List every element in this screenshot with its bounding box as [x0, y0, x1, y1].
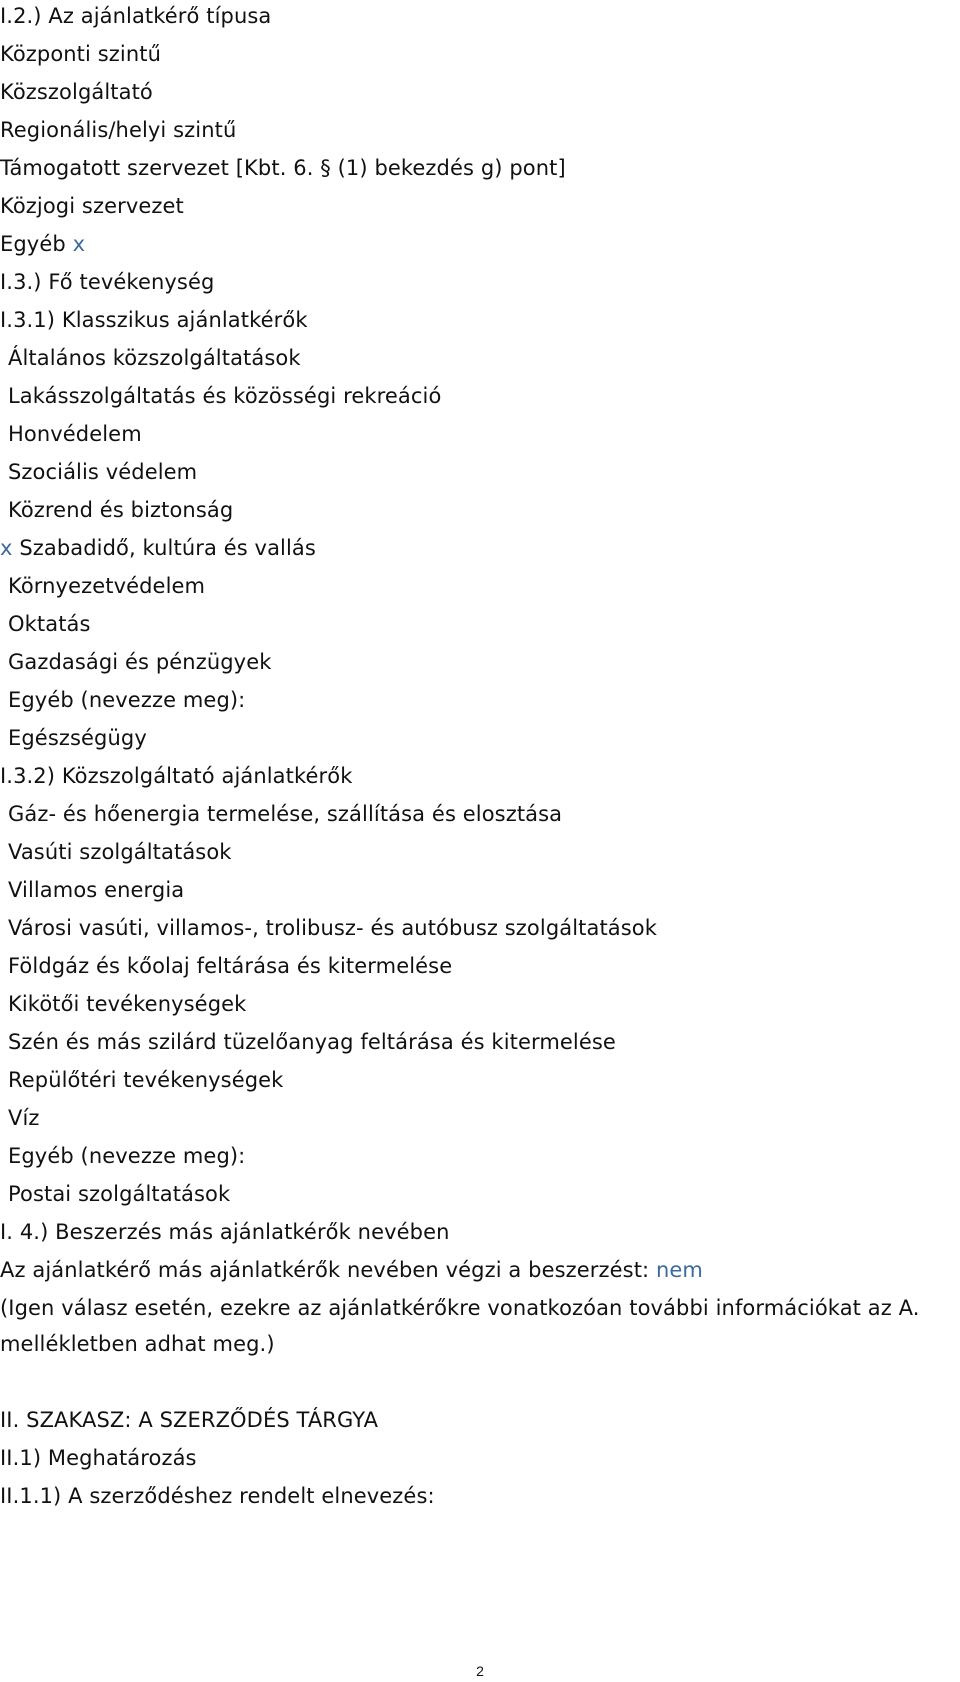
- checked-mark: x: [0, 536, 13, 560]
- checked-mark: x: [72, 232, 86, 256]
- list-item: Városi vasúti, villamos-, trolibusz- és autóbusz szolgáltatások: [8, 916, 658, 940]
- list-item: Általános közszolgáltatások: [8, 346, 301, 370]
- section-heading-i32: I.3.2) Közszolgáltató ajánlatkérők: [0, 764, 353, 788]
- list-item: Közszolgáltató: [0, 80, 153, 104]
- section-heading-ii1: II.1) Meghatározás: [0, 1446, 197, 1470]
- list-item: Környezetvédelem: [8, 574, 206, 598]
- note-text: mellékletben adhat meg.): [0, 1332, 275, 1356]
- list-item: Földgáz és kőolaj feltárása és kitermelése: [8, 954, 453, 978]
- list-item: Repülőtéri tevékenységek: [8, 1068, 284, 1092]
- list-item: Oktatás: [8, 612, 91, 636]
- list-item: Villamos energia: [8, 878, 185, 902]
- list-item: Központi szintű: [0, 42, 161, 66]
- list-item: Egyéb (nevezze meg):: [8, 688, 246, 712]
- question-line: [0, 1256, 703, 1284]
- section-heading-i31: I.3.1) Klasszikus ajánlatkérők: [0, 308, 308, 332]
- list-item: Lakásszolgáltatás és közösségi rekreáció: [8, 384, 442, 408]
- list-item: Víz: [8, 1106, 40, 1130]
- list-item: Egyéb (nevezze meg):: [8, 1144, 246, 1168]
- checked-label: Szabadidő, kultúra és vallás: [19, 536, 316, 560]
- list-item: Támogatott szervezet [Kbt. 6. § (1) bekezdés g) pont]: [0, 156, 566, 180]
- list-item: Szociális védelem: [8, 460, 198, 484]
- list-item: Közrend és biztonság: [8, 498, 234, 522]
- list-item: Kikötői tevékenységek: [8, 992, 247, 1016]
- section-heading-ii11: II.1.1) A szerződéshez rendelt elnevezés:: [0, 1484, 435, 1508]
- list-item: Honvédelem: [8, 422, 142, 446]
- list-item: Közjogi szervezet: [0, 194, 184, 218]
- list-item: Vasúti szolgáltatások: [8, 840, 232, 864]
- list-item: Gazdasági és pénzügyek: [8, 650, 272, 674]
- answer-value: nem: [656, 1258, 703, 1282]
- page-number: 2: [476, 1663, 484, 1679]
- list-item: Regionális/helyi szintű: [0, 118, 237, 142]
- list-item-other: [0, 230, 85, 258]
- other-label: Egyéb: [0, 232, 66, 256]
- note-text: (Igen válasz esetén, ezekre az ajánlatkérőkre vonatkozóan további információkat az A.: [0, 1296, 920, 1320]
- list-item-checked: [0, 534, 316, 562]
- section-heading-i2: I.2.) Az ajánlatkérő típusa: [0, 4, 272, 28]
- list-item: Szén és más szilárd tüzelőanyag feltárása és kitermelése: [8, 1030, 616, 1054]
- question-text: Az ajánlatkérő más ajánlatkérők nevében végzi a beszerzést:: [0, 1258, 650, 1282]
- list-item: Postai szolgáltatások: [8, 1182, 231, 1206]
- list-item: Egészségügy: [8, 726, 147, 750]
- list-item: Gáz- és hőenergia termelése, szállítása és elosztása: [8, 802, 563, 826]
- section-heading-i4: I. 4.) Beszerzés más ajánlatkérők nevében: [0, 1220, 450, 1244]
- section-heading-i3: I.3.) Fő tevékenység: [0, 270, 215, 294]
- section-heading-ii: II. SZAKASZ: A SZERZŐDÉS TÁRGYA: [0, 1408, 379, 1432]
